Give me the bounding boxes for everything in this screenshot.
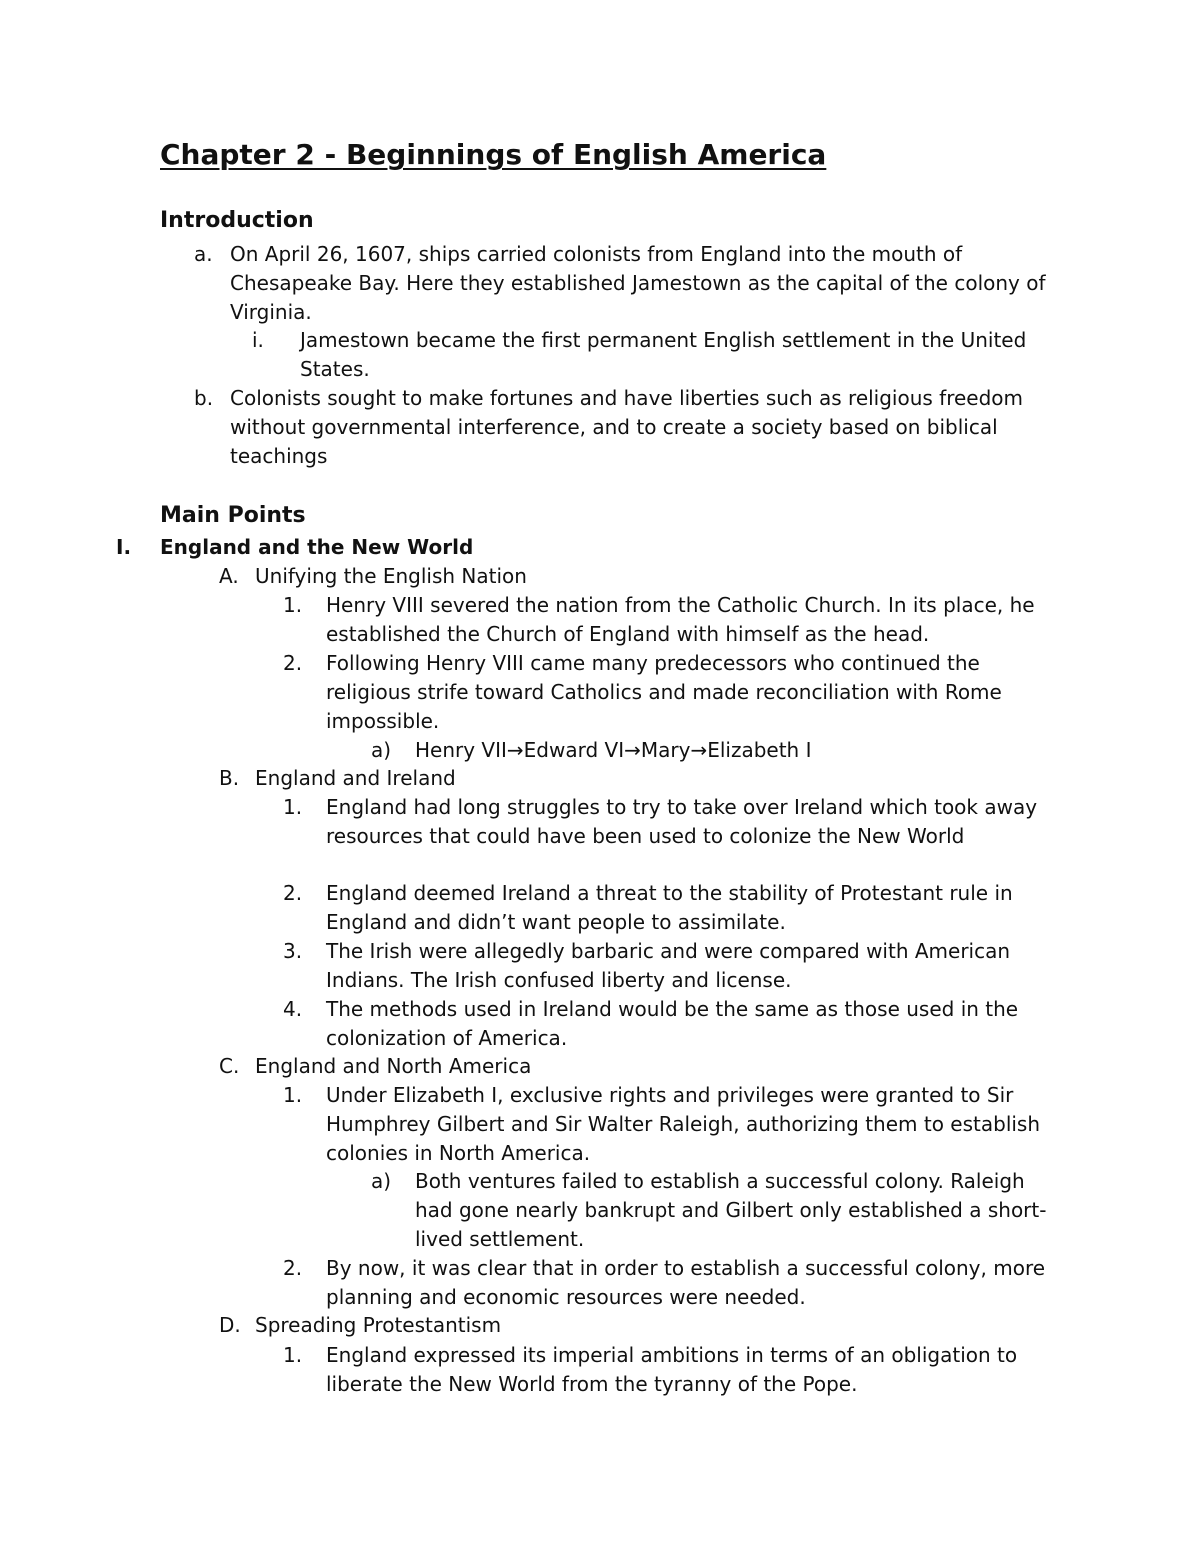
subsection-A bbox=[219, 562, 1060, 591]
introduction-heading: Introduction bbox=[160, 208, 314, 233]
A-item-2 bbox=[283, 649, 1066, 736]
list-marker: 2. bbox=[283, 881, 303, 905]
list-item-text: The methods used in Ireland would be the same as those used in the colonization of America. bbox=[326, 997, 1019, 1050]
C-item-2 bbox=[283, 1254, 1066, 1312]
list-marker: D. bbox=[219, 1313, 241, 1337]
intro-item-b bbox=[194, 384, 1060, 471]
list-item-text: Under Elizabeth I, exclusive rights and privileges were granted to Sir Humphrey Gilbert and Sir Walter Raleigh, authorizing them to establish colonies in North America. bbox=[326, 1083, 1041, 1165]
A-item-1 bbox=[283, 591, 1066, 649]
subsection-D bbox=[219, 1311, 1060, 1340]
list-marker: a. bbox=[194, 242, 213, 266]
B-item-1 bbox=[283, 793, 1066, 851]
main-points-heading: Main Points bbox=[160, 503, 306, 528]
subsection-heading-text: England and Ireland bbox=[255, 766, 456, 790]
list-item-text: Both ventures failed to establish a successful colony. Raleigh had gone nearly bankrupt and Gilbert only established a short-lived settlement. bbox=[415, 1169, 1047, 1251]
C-1-item-a bbox=[371, 1167, 1060, 1254]
list-item-text: Colonists sought to make fortunes and have liberties such as religious freedom without governmental interference, and to create a society based on biblical teachings bbox=[230, 386, 1024, 468]
intro-item-a bbox=[194, 240, 1060, 327]
list-item-text: Following Henry VIII came many predecessors who continued the religious strife toward Catholics and made reconciliation with Rome impossible. bbox=[326, 651, 1002, 733]
D-item-1 bbox=[283, 1341, 1066, 1399]
list-marker: 2. bbox=[283, 651, 303, 675]
list-marker: 2. bbox=[283, 1256, 303, 1280]
C-item-1 bbox=[283, 1081, 1066, 1168]
B-item-2 bbox=[283, 879, 1066, 937]
subsection-C bbox=[219, 1052, 1060, 1081]
list-marker: 4. bbox=[283, 997, 303, 1021]
B-item-4 bbox=[283, 995, 1066, 1053]
list-marker: b. bbox=[194, 386, 214, 410]
list-marker: 1. bbox=[283, 795, 303, 819]
list-marker: C. bbox=[219, 1054, 240, 1078]
list-item-text: England had long struggles to try to take over Ireland which took away resources that could have been used to colonize the New World bbox=[326, 795, 1038, 848]
list-item-text: England deemed Ireland a threat to the stability of Protestant rule in England and didn’t want people to assimilate. bbox=[326, 881, 1013, 934]
page-title: Chapter 2 - Beginnings of English America bbox=[160, 138, 827, 171]
intro-item-i bbox=[252, 326, 1060, 384]
list-marker: B. bbox=[219, 766, 240, 790]
subsection-heading-text: Unifying the English Nation bbox=[255, 564, 527, 588]
list-marker: 1. bbox=[283, 1083, 303, 1107]
list-marker: 1. bbox=[283, 1343, 303, 1367]
list-marker: 3. bbox=[283, 939, 303, 963]
list-marker: a) bbox=[371, 1169, 392, 1193]
subsection-heading-text: England and North America bbox=[255, 1054, 532, 1078]
subsection-heading-text: Spreading Protestantism bbox=[255, 1313, 502, 1337]
list-item-text: Jamestown became the first permanent English settlement in the United States. bbox=[300, 328, 1027, 381]
list-item-text: On April 26, 1607, ships carried colonists from England into the mouth of Chesapeake Bay. Here they established Jamestown as the capital of the colony of Virginia. bbox=[230, 242, 1046, 324]
list-marker: 1. bbox=[283, 593, 303, 617]
subsection-B bbox=[219, 764, 1060, 793]
section-I bbox=[116, 533, 1060, 562]
list-item-text: The Irish were allegedly barbaric and were compared with American Indians. The Irish confused liberty and license. bbox=[326, 939, 1011, 992]
list-marker: A. bbox=[219, 564, 239, 588]
list-item-text: England expressed its imperial ambitions in terms of an obligation to liberate the New World from the tyranny of the Pope. bbox=[326, 1343, 1018, 1396]
list-item-text: By now, it was clear that in order to establish a successful colony, more planning and economic resources were needed. bbox=[326, 1256, 1046, 1309]
list-item-text: Henry VII→Edward VI→Mary→Elizabeth I bbox=[415, 738, 812, 762]
A-2-item-a bbox=[371, 736, 1060, 765]
list-marker: a) bbox=[371, 738, 392, 762]
list-item-text: Henry VIII severed the nation from the Catholic Church. In its place, he established the Church of England with himself as the head. bbox=[326, 593, 1035, 646]
list-marker: I. bbox=[116, 535, 132, 559]
list-marker: i. bbox=[252, 328, 264, 352]
B-item-3 bbox=[283, 937, 1066, 995]
section-heading-text: England and the New World bbox=[160, 535, 474, 559]
